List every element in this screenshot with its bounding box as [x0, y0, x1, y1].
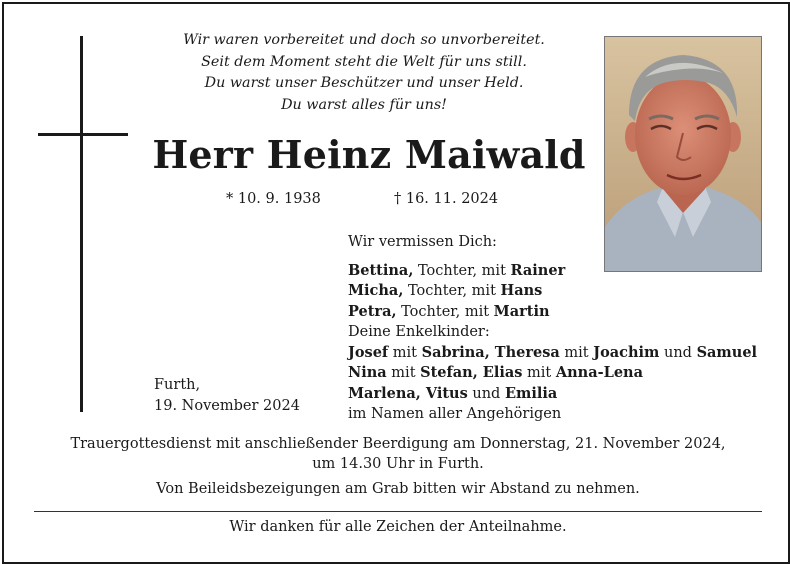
- connector-text: mit: [386, 365, 421, 381]
- partner-name: Martin: [493, 302, 550, 320]
- death-date: † 16. 11. 2024: [394, 191, 499, 207]
- grandchild-name: Joachim: [593, 343, 660, 361]
- birth-date: * 10. 9. 1938: [226, 191, 321, 207]
- grandchild-name: Stefan, Elias: [420, 364, 523, 381]
- relation-text: Tochter, mit: [403, 283, 501, 299]
- grandchildren-line: [348, 343, 778, 364]
- daughter-name: Bettina,: [348, 261, 414, 279]
- grandchild-name: Anna-Lena: [555, 364, 643, 381]
- thanks-note: Wir danken für alle Zeichen der Anteilnahme.: [229, 519, 567, 535]
- connector-text: mit: [559, 344, 594, 361]
- family-list: [348, 232, 778, 425]
- partner-name: Hans: [500, 282, 543, 299]
- divider: [34, 511, 762, 512]
- family-closing: im Namen aller Angehörigen: [348, 406, 562, 422]
- grandchild-name: Marlena, Vitus: [348, 384, 468, 402]
- daughter-name: Micha,: [348, 282, 404, 299]
- poem-line: Seit dem Moment steht die Welt für uns still.: [201, 53, 527, 70]
- daughter-line: [348, 302, 778, 323]
- funeral-service: [24, 434, 772, 474]
- deceased-name: Herr Heinz Maiwald: [152, 132, 586, 177]
- grandchild-name: Nina: [348, 364, 387, 381]
- poem-line: Du warst alles für uns!: [281, 96, 447, 113]
- grandchild-name: Josef: [348, 343, 389, 361]
- place-date: [154, 375, 300, 416]
- poem-line: Du warst unser Beschützer und unser Held.: [204, 75, 524, 91]
- connector-text: und: [467, 385, 505, 402]
- date: 19. November 2024: [154, 397, 300, 414]
- service-line: um 14.30 Uhr in Furth.: [312, 456, 484, 472]
- poem-line: Wir waren vorbereitet und doch so unvorbereitet.: [183, 32, 545, 48]
- family-intro: Wir vermissen Dich:: [348, 234, 497, 250]
- daughter-line: [348, 261, 778, 282]
- relation-text: Tochter, mit: [396, 303, 494, 320]
- grandchild-name: Samuel: [696, 343, 758, 361]
- connector-text: und: [659, 344, 697, 361]
- relation-text: Tochter, mit: [413, 262, 511, 279]
- service-line: Trauergottesdienst mit anschließender Beerdigung am Donnerstag, 21. November 2024,: [70, 436, 726, 452]
- partner-name: Rainer: [510, 261, 566, 279]
- grandchild-name: Emilia: [504, 384, 558, 402]
- place: Furth,: [154, 377, 201, 393]
- grandchildren-line: [348, 363, 778, 384]
- poem: [144, 30, 584, 116]
- daughter-line: [348, 281, 778, 302]
- daughter-name: Petra,: [348, 302, 397, 320]
- grandchild-name: Sabrina, Theresa: [421, 343, 560, 361]
- cross-icon-vertical: [80, 36, 83, 412]
- grandchildren-label: Deine Enkelkinder:: [348, 324, 490, 340]
- connector-text: mit: [522, 365, 556, 381]
- obituary-card: [2, 2, 790, 564]
- connector-text: mit: [388, 344, 422, 361]
- grandchildren-line: [348, 384, 778, 405]
- condolences-note: Von Beileidsbezeigungen am Grab bitten wir Abstand zu nehmen.: [156, 481, 640, 497]
- cross-icon-horizontal: [38, 133, 128, 136]
